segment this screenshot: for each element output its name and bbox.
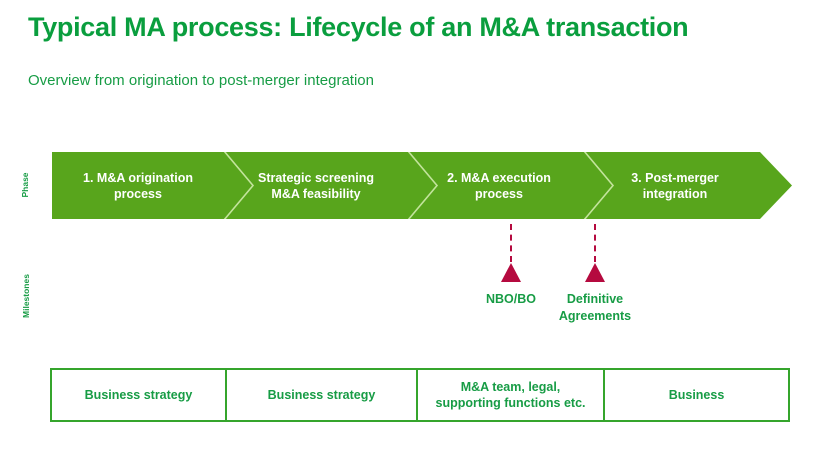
milestone-connector-line — [510, 224, 512, 262]
phase-2-execution — [408, 152, 590, 219]
box-text-line: Business — [668, 388, 725, 402]
responsibility-box-business-strategy-1 — [50, 368, 227, 422]
milestone-label — [535, 291, 655, 325]
phase-text-line: process — [475, 186, 523, 201]
phase-text-line: 1. M&A origination — [83, 170, 193, 185]
phase-text-line: 3. Post-merger — [631, 170, 719, 185]
responsibility-row — [50, 368, 790, 422]
box-text-line: supporting functions etc. — [435, 396, 586, 410]
milestone-text-line: Agreements — [558, 309, 632, 323]
milestone-definitive-agreements — [535, 224, 655, 325]
phase-strategic-screening — [224, 152, 408, 219]
milestone-triangle-icon — [585, 263, 605, 282]
page-subtitle: Overview from origination to post-merger integration — [28, 72, 374, 89]
axis-label-milestones: Milestones — [21, 274, 31, 318]
box-text-line: Business strategy — [267, 388, 376, 402]
milestone-text-line: Definitive — [566, 292, 624, 306]
phase-3-post-merger — [590, 152, 760, 219]
box-text-line: M&A team, legal, — [460, 380, 561, 394]
milestone-connector-line — [594, 224, 596, 262]
responsibility-box-ma-team — [416, 368, 605, 422]
responsibility-box-business — [603, 368, 790, 422]
phase-text-line: Strategic screening — [257, 170, 374, 185]
phase-1-origination — [52, 152, 224, 219]
responsibility-box-business-strategy-2 — [225, 368, 418, 422]
page-title: Typical MA process: Lifecycle of an M&A transaction — [28, 12, 689, 42]
milestone-triangle-icon — [501, 263, 521, 282]
milestone-text-line: NBO/BO — [486, 292, 536, 306]
axis-label-phase: Phase — [20, 172, 30, 198]
phase-text-line: 2. M&A execution — [447, 170, 551, 185]
box-text-line: Business strategy — [84, 388, 193, 402]
phase-text-line: M&A feasibility — [271, 186, 361, 201]
phase-text-line: integration — [642, 186, 708, 201]
phase-text-line: process — [114, 186, 162, 201]
